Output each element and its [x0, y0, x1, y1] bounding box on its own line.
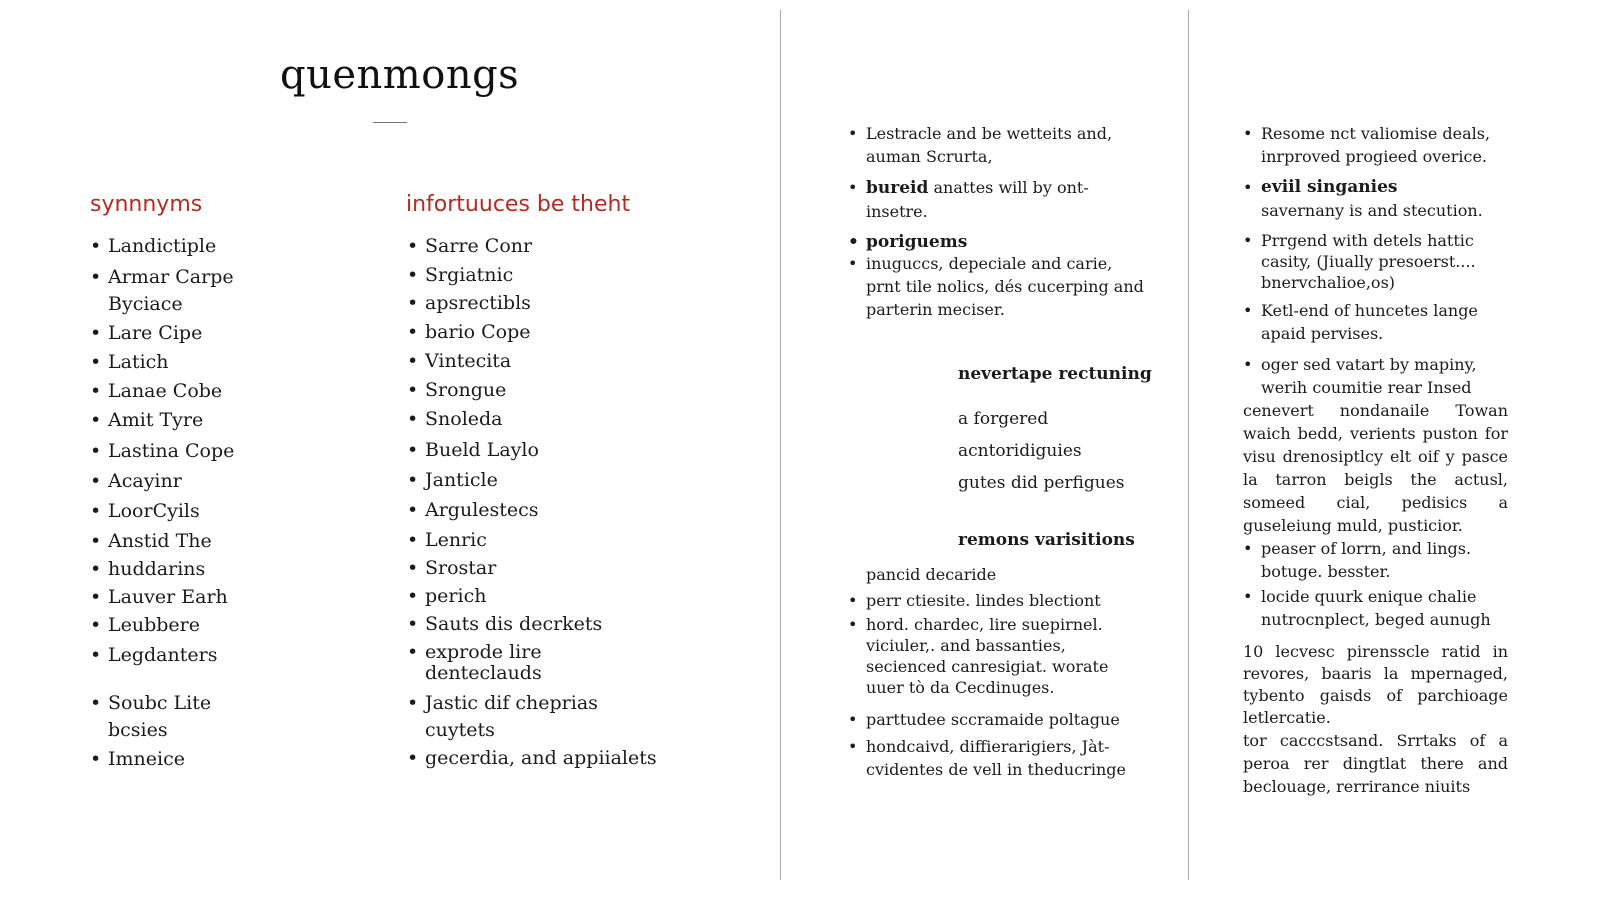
subheading: nevertape rectuning	[958, 364, 1152, 384]
list-item: • Lenric	[407, 527, 737, 554]
bold-label: • poriguems	[848, 232, 968, 252]
bullet-paragraph: • Ketl-end of huncetes lange apaid pervises.	[1243, 299, 1508, 345]
list-item: • gecerdia, and appiialets	[407, 745, 737, 772]
bullet-paragraph: • eviil singanies savernany is and stecution.	[1243, 176, 1508, 222]
text-column-4	[1243, 122, 1508, 798]
paragraph: cenevert nondanaile Towan waich bedd, verients puston for visu drenosiptlcy elt oif y pasce la tarron beigls the actusl, someed cial, pedisics a guseleiung muld, pusticior.	[1243, 401, 1508, 535]
list-item: • Lastina Cope	[90, 438, 300, 465]
synonyms-list	[90, 233, 300, 773]
paragraph: 10 lecvesc pirensscle ratid in revores, baaris la mpernaged, tybento gaisds of parchioage letlercatie.	[1243, 642, 1508, 727]
list-item: • Anstid The	[90, 528, 300, 555]
list-item: • Imneice	[90, 746, 300, 773]
list-item: • Legdanters	[90, 642, 300, 669]
list-item: • Acayinr	[90, 468, 300, 495]
synonyms-heading: synnnyms	[90, 192, 203, 217]
list-item: • Amit Tyre	[90, 407, 300, 434]
list-item-continuation: Byciace	[108, 293, 183, 315]
second-list	[407, 233, 737, 772]
list-item: • Lauver Earh	[90, 584, 300, 611]
bullet-paragraph: • Prrgend with detels hattic casity, (Jiually presoerst.... bnervchalioe,os)	[1243, 230, 1508, 293]
list-item: • Vintecita	[407, 348, 737, 375]
second-heading: infortuuces be theht	[406, 192, 631, 217]
list-item: • Srongue	[407, 377, 737, 404]
page-title: quenmongs	[280, 52, 520, 98]
list-item: • Sarre Conr	[407, 233, 737, 260]
bullet-paragraph: • parttudee sccramaide poltague	[848, 708, 1148, 731]
column-divider	[780, 10, 781, 880]
list-item: • Lare Cipe	[90, 320, 300, 347]
list-item-continuation: bcsies	[108, 719, 168, 741]
bullet-paragraph: • hondcaivd, diffierarigiers, Jàt- cvidentes de vell in theducringe	[848, 735, 1148, 781]
bullet-paragraph: • bureid anattes will by ont- insetre.	[848, 176, 1148, 223]
paragraph: tor cacccstsand. Srrtaks of a peroa rer dingtlat there and beclouage, rerrirance niuits	[1243, 731, 1508, 796]
list-item: • Srostar	[407, 555, 737, 582]
line: acntoridiguies	[958, 441, 1082, 461]
title-divider	[373, 122, 407, 123]
list-item: • apsrectibls	[407, 290, 737, 317]
bullet-paragraph: • Resome nct valiomise deals, inrproved progieed overice.	[1243, 122, 1508, 168]
bullet-paragraph: • perr ctiesite. lindes blectiont	[848, 589, 1148, 612]
list-item: • Bueld Laylo	[407, 437, 737, 464]
text-column-3-lower	[848, 563, 1148, 781]
list-item: • bario Cope	[407, 319, 737, 346]
subheading: remons varisitions	[958, 530, 1135, 550]
bullet-paragraph: • hord. chardec, lire suepirnel. viciuler,. and bassanties, secienced canresigiat. worate uuer tò da Cecdinuges.	[848, 614, 1148, 698]
list-item: • Snoleda	[407, 406, 737, 433]
list-item: • Argulestecs	[407, 497, 737, 524]
line: a forgered	[958, 409, 1049, 429]
list-item: • Leubbere	[90, 612, 300, 639]
list-item: • huddarins	[90, 556, 300, 583]
list-item: • Jastic dif cheprias cuytets	[407, 690, 737, 744]
list-item: • Sauts dis decrkets	[407, 611, 737, 638]
bullet-paragraph: • peaser of lorrn, and lings. botuge. besster.	[1243, 537, 1508, 583]
text-column-3	[848, 122, 1148, 321]
list-item: • perich	[407, 583, 737, 610]
column-divider	[1188, 10, 1189, 880]
bullet-paragraph: • inuguccs, depeciale and carie, prnt tile nolics, dés cucerping and parterin meciser.	[848, 252, 1148, 321]
list-item: • Srgiatnic	[407, 262, 737, 289]
subheading-lines	[958, 403, 1158, 499]
line: pancid decaride	[866, 565, 997, 584]
line: gutes did perfigues	[958, 473, 1125, 493]
list-item: • exprode lire denteclauds	[407, 642, 737, 684]
list-item: • LoorCyils	[90, 498, 300, 525]
list-item: • Latich	[90, 349, 300, 376]
list-item: • Armar Carpe	[90, 264, 300, 291]
list-item: • Janticle	[407, 467, 737, 494]
bullet-paragraph: • Lestracle and be wetteits and, auman Scrurta,	[848, 122, 1148, 168]
bullet-paragraph: • oger sed vatart by mapiny, werih coumitie rear Insed	[1243, 353, 1508, 399]
bullet-paragraph: • locide quurk enique chalie nutrocnplect, beged aunugh	[1243, 585, 1508, 631]
list-item: • Soubc Lite	[90, 690, 300, 717]
list-item: • Lanae Cobe	[90, 378, 300, 405]
list-item: • Landictiple	[90, 233, 300, 260]
